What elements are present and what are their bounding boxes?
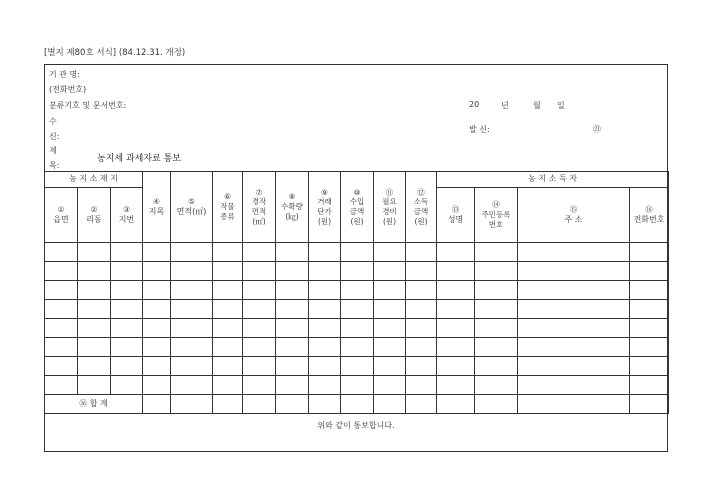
col-7-label-a: 경작 [251, 197, 267, 207]
col-11-label-b: 경비 [382, 207, 397, 216]
table-cell[interactable] [518, 338, 630, 357]
form-title: [별지 제80호 서식] (84.12.31. 개정) [44, 48, 186, 58]
table-cell[interactable] [374, 319, 406, 338]
table-cell[interactable] [475, 319, 518, 338]
table-cell[interactable] [243, 281, 276, 300]
col-11-label-a: 필요 [382, 197, 397, 207]
total-cell[interactable] [475, 395, 518, 414]
table-cell[interactable] [213, 300, 243, 319]
col-16-num: ⑯ [645, 204, 653, 214]
total-cell[interactable] [243, 395, 276, 414]
date-year-unit: 년 [501, 101, 509, 110]
table-cell[interactable] [406, 338, 437, 357]
table-cell[interactable] [341, 243, 374, 262]
total-cell[interactable] [518, 395, 630, 414]
table-cell[interactable] [171, 262, 213, 281]
table-cell[interactable] [45, 300, 78, 319]
table-cell[interactable] [276, 338, 309, 357]
col-8-label-b: (㎏) [285, 211, 299, 221]
table-cell[interactable] [45, 338, 78, 357]
col-phone [630, 188, 669, 243]
col-10-label-a: 수입 [349, 197, 365, 207]
col-3-label: 지번 [118, 214, 135, 224]
table-cell[interactable] [341, 376, 374, 395]
subject-label-1: 제 [49, 146, 57, 155]
col-expenses [374, 172, 406, 243]
table-cell[interactable] [78, 357, 111, 376]
col-2-label: 리동 [86, 214, 102, 224]
col-9-label-c: (원) [317, 216, 332, 226]
date-day: 일 [557, 101, 565, 110]
group-land-location: 농 지 소 재 지 [45, 172, 143, 188]
closing-statement: 위와 같이 통보합니다. [317, 421, 395, 430]
table-cell[interactable] [630, 376, 669, 395]
total-cell[interactable] [630, 395, 669, 414]
table-cell[interactable] [309, 319, 341, 338]
table-cell[interactable] [276, 319, 309, 338]
col-8-num: ⑧ [288, 192, 296, 202]
table-cell[interactable] [111, 357, 143, 376]
table-cell[interactable] [475, 262, 518, 281]
table-cell[interactable] [276, 357, 309, 376]
table-cell[interactable] [437, 243, 475, 262]
table-cell[interactable] [78, 300, 111, 319]
table-cell[interactable] [309, 281, 341, 300]
table-cell[interactable] [171, 319, 213, 338]
table-cell[interactable] [437, 319, 475, 338]
table-cell[interactable] [518, 376, 630, 395]
table-cell[interactable] [341, 338, 374, 357]
table-cell[interactable] [143, 281, 171, 300]
total-cell[interactable] [143, 395, 171, 414]
table-cell[interactable] [78, 319, 111, 338]
table-cell[interactable] [111, 338, 143, 357]
col-resident-number [475, 188, 518, 243]
table-cell[interactable] [309, 300, 341, 319]
table-cell[interactable] [213, 357, 243, 376]
table-cell[interactable] [243, 319, 276, 338]
table-cell[interactable] [630, 281, 669, 300]
table-cell[interactable] [111, 281, 143, 300]
table-cell[interactable] [406, 376, 437, 395]
col-land-type [143, 172, 171, 243]
table-cell[interactable] [276, 281, 309, 300]
table-cell[interactable] [243, 243, 276, 262]
table-cell[interactable] [475, 338, 518, 357]
col-cultivated-area [243, 172, 276, 243]
col-7-label-b: 면적 [251, 207, 267, 216]
col-16-label: 전화번호 [633, 214, 665, 224]
phone-label: (전화번호) [49, 85, 87, 94]
table-cell[interactable] [111, 300, 143, 319]
date-month: 월 [533, 101, 541, 110]
table-cell[interactable] [45, 281, 78, 300]
table-cell[interactable] [341, 300, 374, 319]
subject-label-2: 목: [49, 161, 60, 170]
table-row [45, 243, 669, 262]
recipient-label-1: 수 [49, 117, 57, 126]
table-cell[interactable] [437, 338, 475, 357]
col-5-num: ⑤ [188, 196, 195, 206]
col-9-label-a: 거래 [317, 197, 332, 207]
date-year: 20 [469, 100, 480, 109]
classification-label: 분류기호 및 문서번호: [49, 101, 127, 110]
table-cell[interactable] [341, 262, 374, 281]
table-cell[interactable] [309, 243, 341, 262]
table-cell[interactable] [45, 319, 78, 338]
table-cell[interactable] [276, 376, 309, 395]
col-15-label: 주 소 [564, 214, 583, 224]
col-12-label-b: 금액 [413, 207, 429, 216]
table-cell[interactable] [437, 262, 475, 281]
table-cell[interactable] [475, 376, 518, 395]
notification-form [44, 64, 668, 452]
total-cell[interactable] [171, 395, 213, 414]
table-cell[interactable] [309, 357, 341, 376]
col-6-label-b: 종류 [220, 211, 235, 221]
table-cell[interactable] [630, 357, 669, 376]
table-cell[interactable] [143, 262, 171, 281]
table-cell[interactable] [406, 243, 437, 262]
table-row [45, 357, 669, 376]
col-11-num: ⑪ [385, 187, 394, 197]
col-8-label-a: 수확량 [281, 202, 303, 212]
table-row [45, 300, 669, 319]
table-cell[interactable] [213, 281, 243, 300]
total-cell[interactable] [437, 395, 475, 414]
table-cell[interactable] [143, 376, 171, 395]
table-cell[interactable] [143, 243, 171, 262]
group-farm-income-earner: 농 지 소 득 자 [437, 172, 669, 188]
col-income-amount [341, 172, 374, 243]
table-cell[interactable] [475, 300, 518, 319]
col-13-label: 성명 [447, 214, 464, 224]
col-14-label-b: 번호 [488, 219, 504, 229]
col-13-num: ⑬ [451, 204, 460, 214]
table-cell[interactable] [171, 338, 213, 357]
table-cell[interactable] [78, 243, 111, 262]
col-address [518, 188, 630, 243]
table-cell[interactable] [630, 338, 669, 357]
col-town [45, 188, 78, 243]
table-row [45, 281, 669, 300]
table-cell[interactable] [171, 300, 213, 319]
col-6-label-a: 작물 [220, 202, 235, 212]
col-12-label-c: (원) [414, 216, 428, 226]
col-4-num: ④ [153, 196, 160, 206]
total-cell[interactable] [406, 395, 437, 414]
table-cell[interactable] [374, 281, 406, 300]
data-table [44, 171, 669, 414]
table-cell[interactable] [78, 281, 111, 300]
table-cell[interactable] [374, 300, 406, 319]
table-cell[interactable] [143, 338, 171, 357]
table-cell[interactable] [518, 300, 630, 319]
table-cell[interactable] [143, 300, 171, 319]
table-cell[interactable] [45, 243, 78, 262]
col-7-num: ⑦ [255, 187, 263, 197]
table-cell[interactable] [630, 243, 669, 262]
table-cell[interactable] [111, 243, 143, 262]
total-cell[interactable] [341, 395, 374, 414]
table-cell[interactable] [518, 319, 630, 338]
col-1-label: 읍면 [53, 214, 69, 224]
col-1-num: ① [57, 204, 65, 214]
col-4-label: 지목 [148, 206, 165, 216]
table-cell[interactable] [406, 319, 437, 338]
col-15-num: ⑮ [569, 204, 578, 214]
table-cell[interactable] [406, 357, 437, 376]
table-cell[interactable] [406, 281, 437, 300]
table-row [45, 262, 669, 281]
table-cell[interactable] [78, 376, 111, 395]
table-cell[interactable] [518, 243, 630, 262]
table-cell[interactable] [276, 300, 309, 319]
table-cell[interactable] [143, 319, 171, 338]
table-row [45, 376, 669, 395]
table-cell[interactable] [45, 376, 78, 395]
table-cell[interactable] [171, 281, 213, 300]
col-12-num: ⑫ [417, 187, 425, 197]
table-cell[interactable] [630, 319, 669, 338]
table-cell[interactable] [78, 338, 111, 357]
table-cell[interactable] [143, 357, 171, 376]
table-cell[interactable] [374, 243, 406, 262]
table-cell[interactable] [406, 300, 437, 319]
col-11-label-c: (원) [382, 216, 397, 226]
table-cell[interactable] [518, 262, 630, 281]
table-cell[interactable] [309, 262, 341, 281]
agency-label: 기 관 명: [49, 70, 80, 79]
table-cell[interactable] [243, 376, 276, 395]
table-cell[interactable] [341, 319, 374, 338]
seal-mark: ㉑ [593, 125, 601, 134]
table-cell[interactable] [111, 319, 143, 338]
col-10-label-b: 금액 [349, 207, 365, 216]
table-cell[interactable] [374, 338, 406, 357]
col-9-label-b: 단가 [317, 207, 332, 216]
col-net-income [406, 172, 437, 243]
col-crop-type [213, 172, 243, 243]
table-cell[interactable] [171, 376, 213, 395]
table-cell[interactable] [341, 281, 374, 300]
total-cell[interactable] [276, 395, 309, 414]
table-cell[interactable] [518, 281, 630, 300]
col-14-num: ⑭ [492, 200, 500, 210]
recipient-label-2: 신: [49, 132, 60, 141]
col-name [437, 188, 475, 243]
total-cell[interactable] [309, 395, 341, 414]
table-cell[interactable] [45, 357, 78, 376]
col-area [171, 172, 213, 243]
col-6-num: ⑥ [224, 192, 231, 202]
table-cell[interactable] [243, 338, 276, 357]
col-9-num: ⑨ [321, 187, 328, 197]
header-row-group [45, 172, 669, 188]
col-12-label-a: 소득 [413, 197, 429, 207]
col-14-label-a: 주민등록 [481, 210, 511, 220]
table-row [45, 319, 669, 338]
table-cell[interactable] [630, 262, 669, 281]
table-cell[interactable] [437, 281, 475, 300]
total-cell[interactable] [374, 395, 406, 414]
table-cell[interactable] [45, 262, 78, 281]
table-row [45, 338, 669, 357]
table-cell[interactable] [374, 376, 406, 395]
table-cell[interactable] [475, 357, 518, 376]
table-cell[interactable] [243, 300, 276, 319]
table-cell[interactable] [309, 338, 341, 357]
table-cell[interactable] [341, 357, 374, 376]
subject-value: 농지세 과세자료 통보 [97, 154, 181, 164]
table-cell[interactable] [437, 300, 475, 319]
table-cell[interactable] [518, 357, 630, 376]
table-cell[interactable] [437, 357, 475, 376]
total-cell[interactable] [213, 395, 243, 414]
table-cell[interactable] [171, 243, 213, 262]
table-cell[interactable] [406, 262, 437, 281]
col-3-num: ③ [123, 204, 130, 214]
table-cell[interactable] [374, 262, 406, 281]
table-cell[interactable] [111, 262, 143, 281]
table-cell[interactable] [475, 243, 518, 262]
table-cell[interactable] [111, 376, 143, 395]
col-10-num: ⑩ [353, 187, 361, 197]
table-cell[interactable] [171, 357, 213, 376]
table-cell[interactable] [213, 376, 243, 395]
col-10-label-c: (원) [350, 216, 364, 226]
table-cell[interactable] [78, 262, 111, 281]
table-cell[interactable] [213, 338, 243, 357]
table-cell[interactable] [276, 262, 309, 281]
col-5-label: 면적(㎡) [176, 206, 207, 216]
total-label: ⑯ 합 계 [45, 395, 143, 414]
total-row [45, 395, 669, 414]
table-cell[interactable] [243, 262, 276, 281]
table-cell[interactable] [213, 243, 243, 262]
col-7-label-c: (㎡) [252, 216, 266, 226]
col-unit-price [309, 172, 341, 243]
table-cell[interactable] [213, 319, 243, 338]
table-cell[interactable] [276, 243, 309, 262]
table-cell[interactable] [213, 262, 243, 281]
table-cell[interactable] [309, 376, 341, 395]
col-harvest [276, 172, 309, 243]
table-cell[interactable] [437, 376, 475, 395]
table-cell[interactable] [243, 357, 276, 376]
col-2-num: ② [90, 204, 98, 214]
table-cell[interactable] [475, 281, 518, 300]
col-village [78, 188, 111, 243]
col-lot-number [111, 188, 143, 243]
table-cell[interactable] [630, 300, 669, 319]
sender-label: 발 신: [469, 125, 490, 134]
table-cell[interactable] [374, 357, 406, 376]
